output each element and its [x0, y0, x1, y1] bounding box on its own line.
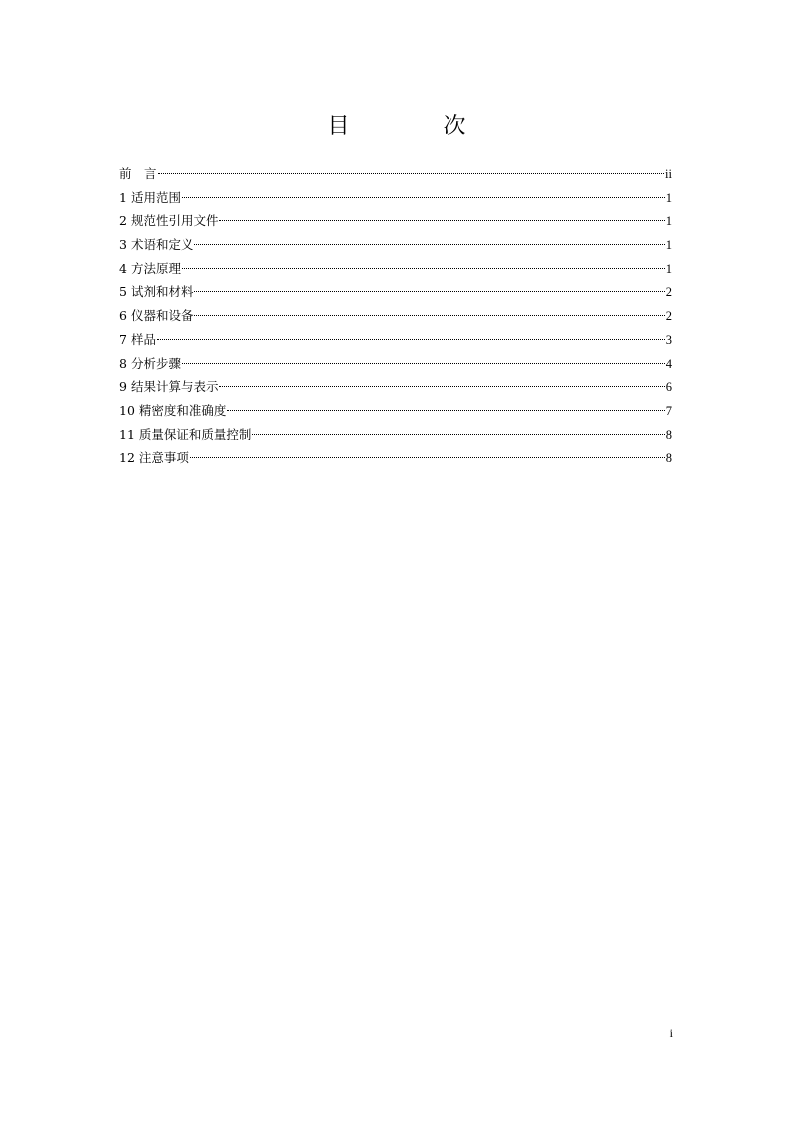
- toc-entry-number: 4: [119, 260, 127, 276]
- toc-entry-1[interactable]: [119, 186, 672, 210]
- page-number: i: [669, 1026, 673, 1040]
- toc-entry-label: 精密度和准确度: [138, 402, 227, 418]
- toc-entry-page: 4: [665, 356, 672, 371]
- toc-entry-label: 前 言: [119, 166, 157, 181]
- toc-entry-11[interactable]: [119, 423, 672, 447]
- toc-entry-number: 10: [119, 402, 135, 418]
- toc-entry-12[interactable]: [119, 446, 672, 470]
- table-of-contents: [119, 162, 672, 470]
- toc-entry-page: 8: [665, 427, 672, 442]
- toc-leader-dots: [194, 291, 664, 292]
- toc-leader-dots: [219, 220, 664, 221]
- toc-leader-dots: [190, 457, 665, 458]
- toc-entry-7[interactable]: [119, 328, 672, 352]
- toc-leader-dots: [182, 363, 665, 364]
- toc-entry-page: 6: [665, 380, 672, 395]
- toc-entry-preface[interactable]: [119, 162, 672, 186]
- toc-entry-label: 分析步骤: [130, 355, 181, 371]
- toc-entry-number: 1: [119, 189, 127, 205]
- toc-leader-dots: [182, 268, 665, 269]
- toc-leader-dots: [194, 315, 664, 316]
- toc-entry-number: 9: [119, 379, 127, 395]
- toc-entry-page: 3: [665, 332, 672, 347]
- page-title: 目 次: [327, 114, 502, 139]
- toc-entry-label: 适用范围: [130, 189, 181, 205]
- toc-entry-page: 1: [665, 214, 672, 229]
- toc-entry-page: ii: [665, 167, 672, 181]
- toc-entry-number: 11: [119, 426, 135, 442]
- toc-leader-dots: [252, 434, 664, 435]
- toc-entry-number: 6: [119, 308, 127, 324]
- toc-entry-label: 注意事项: [138, 450, 189, 466]
- toc-leader-dots: [182, 197, 665, 198]
- toc-entry-3[interactable]: [119, 233, 672, 257]
- toc-entry-page: 8: [665, 451, 672, 466]
- toc-entry-label: 结果计算与表示: [130, 379, 219, 395]
- toc-entry-label: 仪器和设备: [130, 308, 194, 324]
- toc-entry-label: 方法原理: [130, 260, 181, 276]
- toc-leader-dots: [219, 386, 664, 387]
- toc-entry-label: 试剂和材料: [130, 284, 194, 300]
- toc-entry-label: 术语和定义: [130, 237, 194, 253]
- toc-leader-dots: [158, 173, 665, 174]
- toc-entry-5[interactable]: [119, 280, 672, 304]
- toc-entry-page: 2: [665, 285, 672, 300]
- toc-entry-2[interactable]: [119, 209, 672, 233]
- toc-entry-10[interactable]: [119, 399, 672, 423]
- toc-entry-number: 7: [119, 331, 127, 347]
- toc-entry-page: 1: [665, 190, 672, 205]
- toc-entry-page: 1: [665, 238, 672, 253]
- toc-leader-dots: [194, 244, 664, 245]
- toc-entry-label: 质量保证和质量控制: [138, 426, 252, 442]
- toc-entry-page: 1: [665, 261, 672, 276]
- toc-entry-number: 3: [119, 237, 127, 253]
- toc-entry-number: 2: [119, 213, 127, 229]
- toc-leader-dots: [227, 410, 664, 411]
- toc-entry-8[interactable]: [119, 352, 672, 376]
- toc-leader-dots: [157, 339, 665, 340]
- toc-entry-6[interactable]: [119, 304, 672, 328]
- toc-entry-label: 规范性引用文件: [130, 213, 219, 229]
- toc-entry-label: 样品: [130, 331, 156, 347]
- toc-entry-number: 12: [119, 450, 135, 466]
- toc-entry-9[interactable]: [119, 375, 672, 399]
- toc-entry-page: 2: [665, 309, 672, 324]
- toc-entry-number: 8: [119, 355, 127, 371]
- toc-entry-number: 5: [119, 284, 127, 300]
- toc-entry-page: 7: [665, 403, 672, 418]
- toc-entry-4[interactable]: [119, 257, 672, 281]
